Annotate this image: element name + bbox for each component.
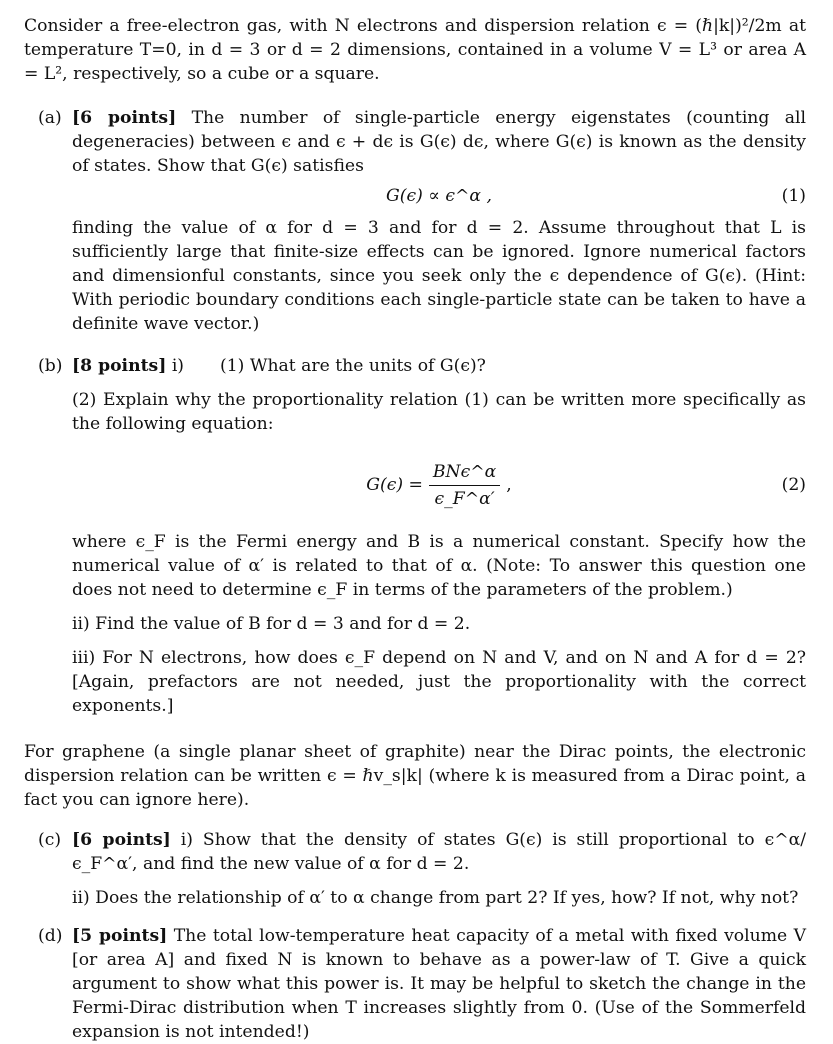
equation-2-lhs: G(ϵ) = [366,475,423,495]
part-a-points: [6 points] [72,108,177,128]
part-b-q2: (2) Explain why the proportionality relation (1) can be written more specifically as the following equation: [72,390,806,434]
part-a [24,106,806,336]
part-c [24,828,806,910]
equation-2-fraction [429,461,500,510]
equation-1-number: (1) [781,186,806,206]
part-b-q1: (1) What are the units of G(ϵ)? [220,356,486,376]
part-d-label: (d) [38,926,63,946]
intro-paragraph: Consider a free-electron gas, with N electrons and dispersion relation ϵ = (ℏ|k|)²/2m at temperature T=0, in d = 3 or d = 2 dimensions, contained in a volume V = L³ or area A = L², respectively, so a cube or a square. [24,16,806,84]
part-a-label: (a) [38,108,62,128]
part-d-points: [5 points] [72,926,168,946]
part-d-text: The total low-temperature heat capacity of a metal with fixed volume V [or area A] and fixed N is known to behave as a power-law of T. Give a quick argument to show what this power is. It may be helpful to sketch the change in the Fermi-Dirac distribution when T increases slightly from 0. (Use of the Sommerfeld expansion is not intended!) [72,926,806,1042]
part-d [24,924,806,1044]
part-b-points: [8 points] [72,356,167,376]
equation-2-number: (2) [781,475,806,495]
part-c-points: [6 points] [72,830,171,850]
part-b-sub-ii: ii) Find the value of B for d = 3 and for d = 2. [72,614,471,634]
equation-2-numerator: BNϵ^α [429,461,500,486]
part-a-text2: finding the value of α for d = 3 and for d = 2. Assume throughout that L is sufficiently large that finite-size effects can be ignored. Ignore numerical factors and dimensionful constants, since you seek only the ϵ dependence of G(ϵ). (Hint: With periodic boundary conditions each single-particle state can be taken to have a definite wave vector.) [72,218,806,334]
graphene-paragraph: For graphene (a single planar sheet of graphite) near the Dirac points, the electronic dispersion relation can be written ϵ = ℏv_s|k| (where k is measured from a Dirac point, a fact you can ignore here). [24,742,806,810]
equation-1-body: G(ϵ) ∝ ϵ^α , [386,186,492,206]
part-c-label: (c) [38,830,62,850]
part-b-label: (b) [38,356,63,376]
equation-1 [72,182,806,210]
part-b-sub-i-label: i) [171,356,185,376]
part-a-text1: The number of single-particle energy eigenstates (counting all degeneracies) between ϵ and ϵ + dϵ is G(ϵ) dϵ, where G(ϵ) is known as the density of states. Show that G(ϵ) satisfies [72,108,806,176]
problem-page [24,14,806,1044]
part-c-sub-ii: ii) Does the relationship of α′ to α change from part 2? If yes, how? If not, why not? [72,888,799,908]
part-c-sub-i: i) Show that the density of states G(ϵ) is still proportional to ϵ^α/ϵ_F^α′, and find the new value of α for d = 2. [72,830,806,874]
part-b [24,354,806,718]
part-c-head [72,828,806,876]
part-d-body [72,924,806,1044]
part-a-intro [72,106,806,178]
equation-2-denominator: ϵ_F^α′ [434,488,495,509]
part-b-sub-iii: iii) For N electrons, how does ϵ_F depend on N and V, and on N and A for d = 2? [Again, prefactors are not needed, just the proportionality with the correct exponents.] [72,648,806,716]
equation-2: G(ϵ) = $\frac{\text{BNϵ\textasciicircum{}α}}{\epsilon\_F\^{}\alpha'}$ , (2) [366,461,806,509]
part-b-after-eq: where ϵ_F is the Fermi energy and B is a numerical constant. Specify how the numerical value of α′ is related to that of α. (Note: To answer this question one does not need to determine ϵ_F in terms of the parameters of the problem.) [72,532,806,600]
part-b-head [72,354,806,378]
